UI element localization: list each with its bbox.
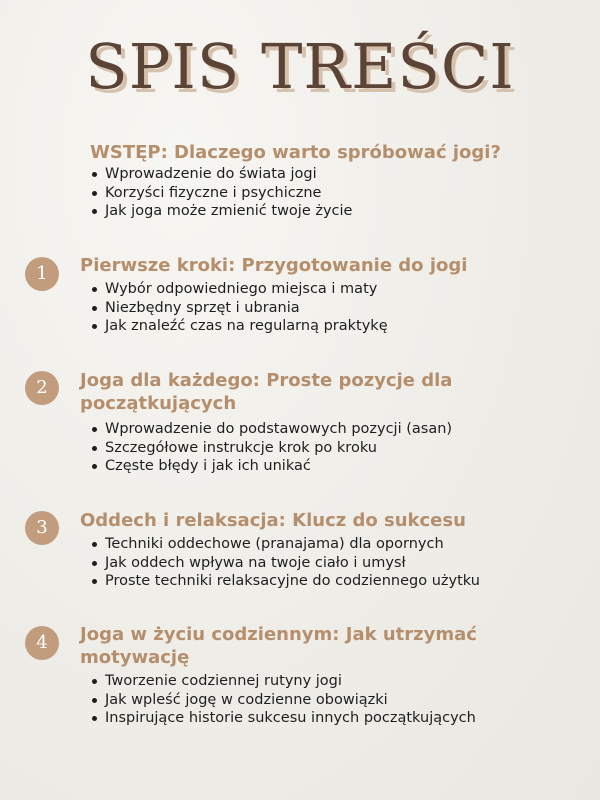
list-item: Wprowadzenie do świata jogi [90, 165, 352, 184]
list-item: Techniki oddechowe (pranajama) dla opornych [90, 535, 480, 554]
list-item: Częste błędy i jak ich unikać [90, 457, 452, 476]
chapter-4-list [90, 672, 476, 728]
list-item: Inspirujące historie sukcesu innych początkujących [90, 709, 476, 728]
chapter-1-heading: Pierwsze kroki: Przygotowanie do jogi [80, 255, 468, 276]
chapter-number-badge: 2 [25, 371, 59, 405]
chapter-number-badge: 1 [25, 257, 59, 291]
list-item: Jak wpleść jogę w codzienne obowiązki [90, 691, 476, 710]
list-item: Niezbędny sprzęt i ubrania [90, 299, 388, 318]
chapter-3-heading: Oddech i relaksacja: Klucz do sukcesu [80, 510, 466, 531]
list-item: Szczegółowe instrukcje krok po kroku [90, 439, 452, 458]
list-item: Jak joga może zmienić twoje życie [90, 202, 352, 221]
chapter-2-list [90, 420, 452, 476]
intro-list [90, 165, 352, 221]
intro-heading: WSTĘP: Dlaczego warto spróbować jogi? [90, 142, 501, 163]
chapter-1-list [90, 280, 388, 336]
list-item: Proste techniki relaksacyjne do codziennego użytku [90, 572, 480, 591]
list-item: Tworzenie codziennej rutyny jogi [90, 672, 476, 691]
chapter-number-badge: 4 [25, 626, 59, 660]
list-item: Jak oddech wpływa na twoje ciało i umysł [90, 554, 480, 573]
list-item: Wybór odpowiedniego miejsca i maty [90, 280, 388, 299]
list-item: Jak znaleźć czas na regularną praktykę [90, 317, 388, 336]
page-title: SPIS TREŚCI [85, 30, 515, 103]
chapter-3-list [90, 535, 480, 591]
list-item: Wprowadzenie do podstawowych pozycji (asan) [90, 420, 452, 439]
chapter-number-badge: 3 [25, 511, 59, 545]
list-item: Korzyści fizyczne i psychiczne [90, 184, 352, 203]
chapter-4-heading: Joga w życiu codziennym: Jak utrzymać motywację [80, 624, 477, 668]
chapter-2-heading: Joga dla każdego: Proste pozycje dla początkujących [80, 370, 453, 414]
